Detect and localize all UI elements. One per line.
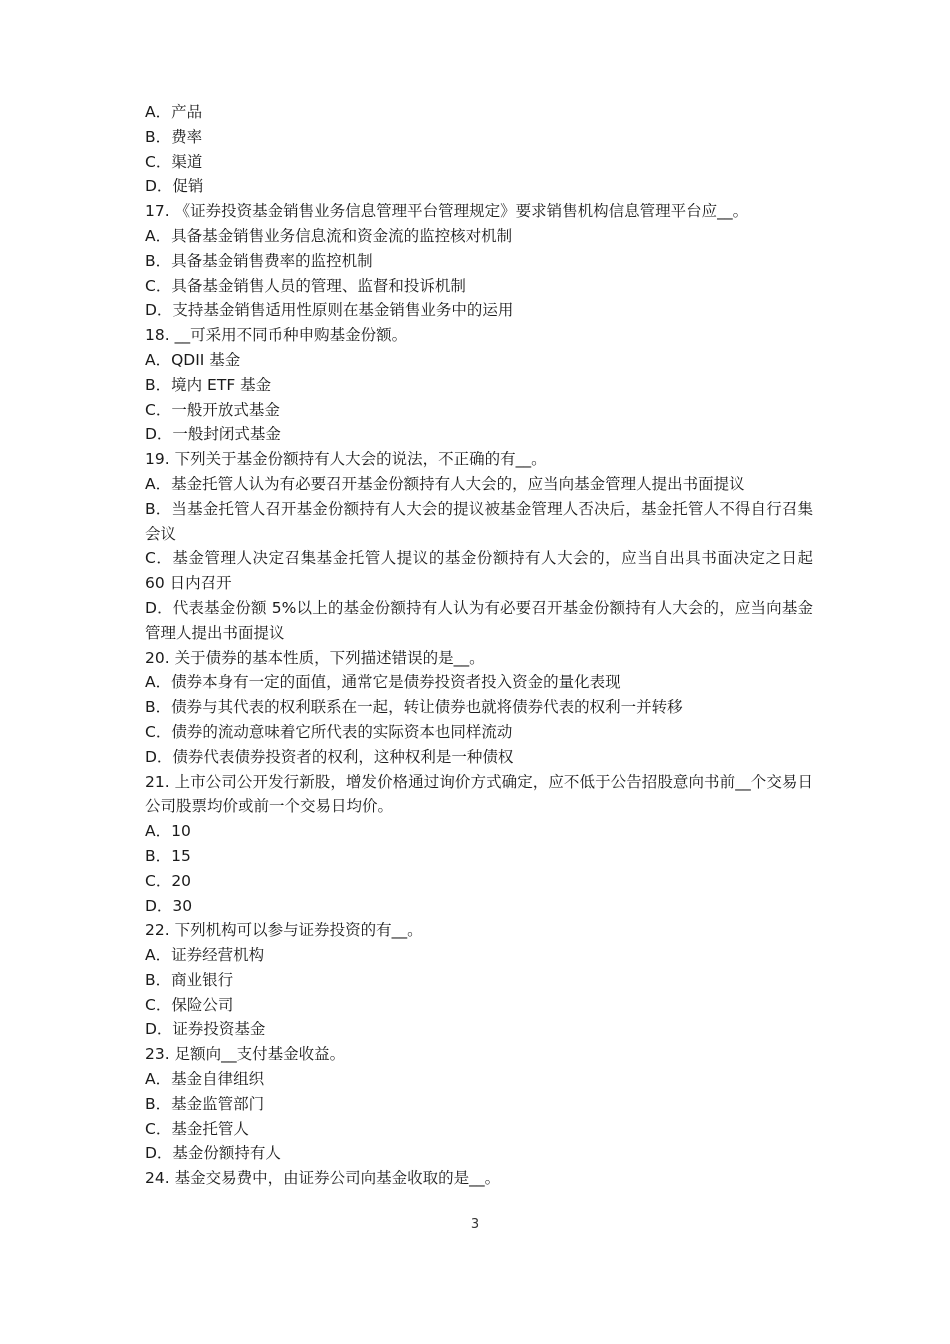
option-line: A．基金托管人认为有必要召开基金份额持有人大会的，应当向基金管理人提出书面提议 bbox=[145, 474, 745, 493]
question-21: 21. 上市公司公开发行新股，增发价格通过询价方式确定，应不低于公告招股意向书前__个交易日公司股票均价或前一个交易日均价。 bbox=[145, 772, 813, 816]
option-line: C．保险公司 bbox=[145, 995, 234, 1014]
option-line: C．渠道 bbox=[145, 152, 203, 171]
option-line: C．基金管理人决定召集基金托管人提议的基金份额持有人大会的，应当自出具书面决定之日起 60 日内召开 bbox=[145, 549, 813, 593]
option-line: D．一般封闭式基金 bbox=[145, 425, 281, 444]
option-line: B．债券与其代表的权利联系在一起，转让债券也就将债券代表的权利一并转移 bbox=[145, 698, 683, 717]
option-line: B．当基金托管人召开基金份额持有人大会的提议被基金管理人否决后，基金托管人不得自行召集会议 bbox=[145, 499, 813, 543]
option-line: A．QDII 基金 bbox=[145, 350, 241, 369]
question-list bbox=[145, 100, 813, 1191]
option-line: C．20 bbox=[145, 871, 192, 890]
option-line: D．代表基金份额 5%以上的基金份额持有人认为有必要召开基金份额持有人大会的，应当向基金管理人提出书面提议 bbox=[145, 598, 813, 642]
option-line: B．基金监管部门 bbox=[145, 1094, 265, 1113]
option-line: C．一般开放式基金 bbox=[145, 400, 280, 419]
option-line: D．基金份额持有人 bbox=[145, 1144, 281, 1163]
option-line: A．基金自律组织 bbox=[145, 1070, 265, 1089]
option-line: C．基金托管人 bbox=[145, 1119, 249, 1138]
option-line: D．证券投资基金 bbox=[145, 1020, 266, 1039]
option-line: B．境内 ETF 基金 bbox=[145, 375, 272, 394]
option-line: D．促销 bbox=[145, 177, 204, 196]
option-line: A．证券经营机构 bbox=[145, 946, 265, 965]
question-23: 23. 足额向__支付基金收益。 bbox=[145, 1045, 346, 1064]
option-line: B．15 bbox=[145, 846, 191, 865]
question-22: 22. 下列机构可以参与证券投资的有__。 bbox=[145, 921, 423, 940]
question-19: 19. 下列关于基金份额持有人大会的说法，不正确的有__。 bbox=[145, 450, 547, 469]
option-line: D．债券代表债券投资者的权利，这种权利是一种债权 bbox=[145, 747, 514, 766]
option-line: B．具备基金销售费率的监控机制 bbox=[145, 251, 373, 270]
option-line: D．30 bbox=[145, 896, 193, 915]
option-line: B．商业银行 bbox=[145, 970, 234, 989]
option-line: A．产品 bbox=[145, 103, 203, 121]
option-line: A．具备基金销售业务信息流和资金流的监控核对机制 bbox=[145, 226, 513, 245]
page-number: 3 bbox=[470, 1217, 480, 1232]
option-line: D．支持基金销售适用性原则在基金销售业务中的运用 bbox=[145, 301, 514, 320]
question-24: 24. 基金交易费中，由证券公司向基金收取的是__。 bbox=[145, 1169, 501, 1188]
option-line: A．债券本身有一定的面值，通常它是债券投资者投入资金的量化表现 bbox=[145, 673, 621, 692]
option-line: C．具备基金销售人员的管理、监督和投诉机制 bbox=[145, 276, 466, 295]
option-line: A．10 bbox=[145, 822, 191, 841]
question-17: 17. 《证券投资基金销售业务信息管理平台管理规定》要求销售机构信息管理平台应__。 bbox=[145, 202, 749, 221]
question-18: 18. __可采用不同币种申购基金份额。 bbox=[145, 326, 408, 345]
option-line: C．债券的流动意味着它所代表的实际资本也同样流动 bbox=[145, 722, 513, 741]
question-20: 20. 关于债券的基本性质，下列描述错误的是__。 bbox=[145, 648, 485, 667]
option-line: B．费率 bbox=[145, 127, 203, 146]
